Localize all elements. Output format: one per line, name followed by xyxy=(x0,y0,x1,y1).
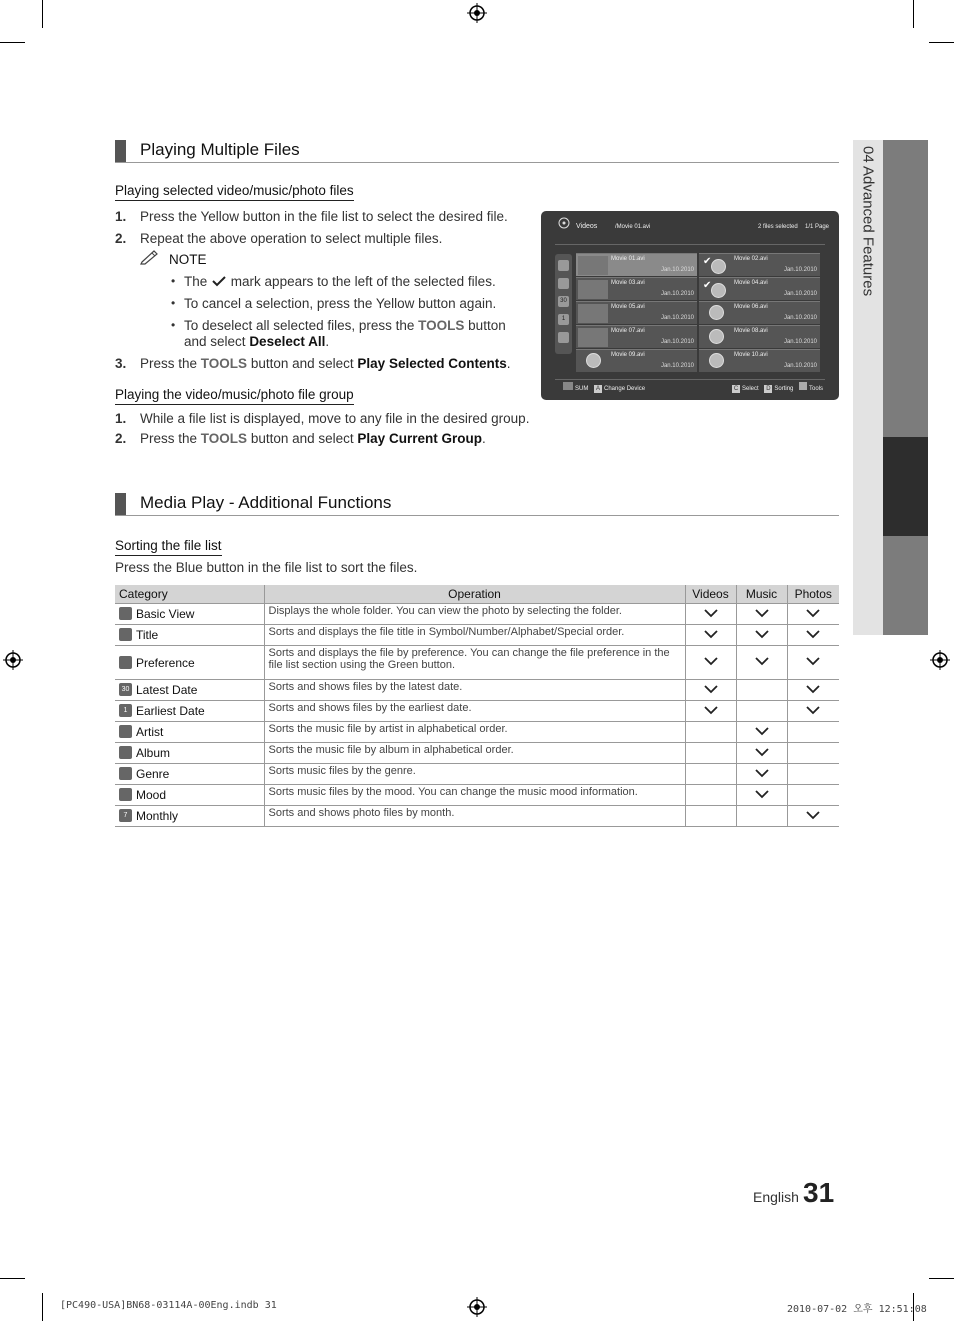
note-item: To cancel a selection, press the Yellow button again. xyxy=(184,296,497,311)
step-text: Press the Yellow button in the file list to select the desired file. xyxy=(140,209,508,224)
table-row xyxy=(115,625,839,646)
table-row xyxy=(115,646,839,680)
play-selected-contents-keyword: Play Selected Contents xyxy=(357,356,507,371)
support-cell xyxy=(787,646,839,680)
crop-mark xyxy=(929,1278,954,1279)
table-row xyxy=(115,764,839,785)
subheading-selected-files: Playing selected video/music/photo files xyxy=(115,183,354,201)
support-cell xyxy=(736,680,787,701)
file-name: Movie 07.avi xyxy=(611,328,645,334)
crop-mark xyxy=(42,0,43,28)
genre-icon xyxy=(119,767,132,780)
file-date: Jan.10.2010 xyxy=(660,339,694,345)
support-cell xyxy=(736,646,787,680)
category-cell xyxy=(115,806,264,827)
language-label: English xyxy=(753,1189,799,1205)
film-reel-icon xyxy=(711,283,726,298)
bullet: • xyxy=(171,296,176,310)
punctuation: . xyxy=(325,334,330,349)
category-label: Title xyxy=(136,628,159,642)
support-cell xyxy=(736,764,787,785)
table-row xyxy=(115,680,839,701)
note-label: NOTE xyxy=(169,252,207,267)
support-cell xyxy=(736,743,787,764)
file-date: Jan.10.2010 xyxy=(783,267,817,273)
album-icon xyxy=(119,746,132,759)
category-cell xyxy=(115,625,264,646)
crop-mark xyxy=(0,42,25,43)
category-label: Preference xyxy=(136,655,195,670)
category-label: Genre xyxy=(136,767,170,781)
step-text xyxy=(140,356,511,371)
tools-icon xyxy=(799,382,807,390)
bullet: • xyxy=(171,318,176,332)
storage-icon xyxy=(563,382,573,390)
category-cell xyxy=(115,680,264,701)
thumbnail xyxy=(578,304,608,323)
print-slug-file: [PC490-USA]BN68-03114A-00Eng.indb 31 xyxy=(60,1300,277,1311)
screen-path: /Movie 01.avi xyxy=(615,224,651,230)
support-cell xyxy=(787,625,839,646)
support-cell xyxy=(736,806,787,827)
operation-cell: Sorts the music file by artist in alphabetical order. xyxy=(264,722,685,743)
screen-footer-left xyxy=(563,382,645,393)
category-cell xyxy=(115,764,264,785)
note-text: and select xyxy=(184,334,246,349)
step-number: 1. xyxy=(115,411,127,426)
file-name: Movie 03.avi xyxy=(611,280,645,286)
supported-check-icon xyxy=(805,684,821,694)
registration-mark-icon xyxy=(3,650,23,670)
storage-label: SUM xyxy=(575,386,589,392)
file-name: Movie 04.avi xyxy=(734,280,768,286)
note-item xyxy=(184,274,496,289)
thumbnail xyxy=(578,280,608,299)
file-name: Movie 06.avi xyxy=(734,304,768,310)
calendar-monthly-icon xyxy=(119,809,132,822)
category-cell xyxy=(115,604,264,625)
note-text: mark appears to the left of the selected files. xyxy=(230,274,496,289)
step-number: 2. xyxy=(115,231,127,246)
category-label: Earliest Date xyxy=(136,704,205,718)
crop-mark xyxy=(0,1278,25,1279)
file-item[interactable] xyxy=(699,253,820,276)
icon-label: 30 xyxy=(121,686,130,693)
category-cell xyxy=(115,785,264,806)
supported-check-icon xyxy=(754,789,770,799)
support-cell xyxy=(736,722,787,743)
side-tab-active-marker xyxy=(883,437,928,536)
key-c-icon: C xyxy=(733,386,739,392)
table-row xyxy=(115,722,839,743)
title-icon xyxy=(119,628,132,641)
section-bar xyxy=(115,493,126,515)
registration-mark-icon xyxy=(467,3,487,23)
folder-icon xyxy=(558,260,569,271)
screen-footer-right xyxy=(732,382,823,393)
film-reel-icon xyxy=(709,353,724,368)
section-title: Media Play - Additional Functions xyxy=(140,493,392,512)
file-item[interactable] xyxy=(699,277,820,300)
support-cell xyxy=(685,722,736,743)
file-date: Jan.10.2010 xyxy=(660,291,694,297)
support-cell xyxy=(685,764,736,785)
section-bar xyxy=(115,140,126,162)
table-row xyxy=(115,785,839,806)
header-videos: Videos xyxy=(685,585,736,604)
support-cell xyxy=(685,701,736,722)
page-number: 31 xyxy=(803,1177,835,1208)
title-icon xyxy=(558,278,569,289)
checkmark-icon xyxy=(211,275,227,287)
thumbnail xyxy=(578,328,608,347)
category-cell xyxy=(115,701,264,722)
crop-mark xyxy=(42,1293,43,1321)
file-date: Jan.10.2010 xyxy=(783,291,817,297)
note-text: button xyxy=(468,318,506,333)
file-name: Movie 10.avi xyxy=(734,352,768,358)
supported-check-icon xyxy=(703,656,719,666)
film-reel-icon xyxy=(586,353,601,368)
step-text: Repeat the above operation to select multiple files. xyxy=(140,231,443,246)
category-label: Album xyxy=(136,746,171,760)
support-cell xyxy=(685,785,736,806)
support-cell xyxy=(787,604,839,625)
step-text-part: Press the xyxy=(140,431,198,446)
support-cell xyxy=(685,806,736,827)
category-cell xyxy=(115,722,264,743)
selected-checkmark-icon: ✔ xyxy=(703,256,712,267)
star-icon xyxy=(119,656,132,669)
icon-label: 1 xyxy=(123,707,128,714)
support-cell xyxy=(736,625,787,646)
support-cell xyxy=(787,680,839,701)
supported-check-icon xyxy=(754,726,770,736)
header-photos: Photos xyxy=(787,585,839,604)
film-reel-icon xyxy=(709,305,724,320)
support-cell xyxy=(787,701,839,722)
header-operation: Operation xyxy=(264,585,685,604)
supported-check-icon xyxy=(805,656,821,666)
file-item[interactable] xyxy=(576,253,697,276)
supported-check-icon xyxy=(754,747,770,757)
file-name: Movie 08.avi xyxy=(734,328,768,334)
table-row xyxy=(115,743,839,764)
header-music: Music xyxy=(736,585,787,604)
supported-check-icon xyxy=(805,810,821,820)
support-cell xyxy=(685,680,736,701)
support-cell xyxy=(736,604,787,625)
supported-check-icon xyxy=(703,705,719,715)
operation-cell: Displays the whole folder. You can view the photo by selecting the folder. xyxy=(264,604,685,625)
calendar-earliest-icon xyxy=(119,704,132,717)
bullet: • xyxy=(171,274,176,288)
section-title: Playing Multiple Files xyxy=(140,140,300,159)
mood-icon xyxy=(119,788,132,801)
play-current-group-keyword: Play Current Group xyxy=(357,431,482,446)
punctuation: . xyxy=(506,356,511,371)
film-reel-icon xyxy=(711,259,726,274)
support-cell xyxy=(685,604,736,625)
supported-check-icon xyxy=(754,768,770,778)
screen-divider xyxy=(555,244,825,245)
sort-category-column xyxy=(555,254,572,354)
file-item[interactable] xyxy=(699,325,820,348)
star-icon xyxy=(558,332,569,343)
file-date: Jan.10.2010 xyxy=(783,363,817,369)
operation-cell: Sorts and shows files by the earliest date. xyxy=(264,701,685,722)
side-tab-strip xyxy=(883,140,928,635)
thumbnail xyxy=(578,256,608,275)
file-date: Jan.10.2010 xyxy=(660,267,694,273)
file-item[interactable] xyxy=(576,301,697,324)
key-d-icon: D xyxy=(766,386,771,392)
note-item xyxy=(184,318,506,333)
support-cell xyxy=(736,785,787,806)
file-item[interactable] xyxy=(699,349,820,372)
supported-check-icon xyxy=(754,629,770,639)
supported-check-icon xyxy=(805,608,821,618)
support-cell xyxy=(787,785,839,806)
file-date: Jan.10.2010 xyxy=(660,315,694,321)
print-slug-date: 2010-07-02 오후 12:51:08 xyxy=(787,1304,927,1315)
tv-screen-screenshot xyxy=(541,211,839,400)
step-number: 1. xyxy=(115,209,127,224)
crop-mark xyxy=(929,42,954,43)
deselect-all-keyword: Deselect All xyxy=(249,334,326,349)
screen-title: Videos xyxy=(576,223,598,230)
change-device-label: Change Device xyxy=(604,386,646,392)
sorting-intro: Press the Blue button in the file list to sort the files. xyxy=(115,560,418,575)
step-text: While a file list is displayed, move to any file in the desired group. xyxy=(140,411,530,426)
section-heading-playing-multiple-files xyxy=(115,140,839,163)
supported-check-icon xyxy=(805,705,821,715)
file-name: Movie 09.avi xyxy=(611,352,645,358)
calendar-latest-icon xyxy=(119,683,132,696)
file-item[interactable] xyxy=(699,301,820,324)
operation-cell: Sorts music files by the mood. You can change the music mood information. xyxy=(264,785,685,806)
category-label: Monthly xyxy=(136,809,179,823)
step-number: 2. xyxy=(115,431,127,446)
file-name: Movie 02.avi xyxy=(734,256,768,262)
selection-status: 2 files selected xyxy=(758,224,798,230)
supported-check-icon xyxy=(754,608,770,618)
operation-cell: Sorts music files by the genre. xyxy=(264,764,685,785)
supported-check-icon xyxy=(805,629,821,639)
note-text: The xyxy=(184,274,208,289)
file-item[interactable] xyxy=(576,349,697,372)
header-category: Category xyxy=(115,585,264,604)
operation-cell: Sorts and displays the file title in Symbol/Number/Alphabet/Special order. xyxy=(264,625,685,646)
support-cell xyxy=(787,722,839,743)
support-cell xyxy=(787,806,839,827)
selected-checkmark-icon: ✔ xyxy=(703,280,712,291)
support-cell xyxy=(787,764,839,785)
note-pencil-icon xyxy=(140,249,160,265)
tools-keyword: TOOLS xyxy=(200,431,248,446)
side-tab-label: 04 Advanced Features xyxy=(859,146,877,297)
support-cell xyxy=(736,701,787,722)
table-row xyxy=(115,604,839,625)
step-number: 3. xyxy=(115,356,127,371)
file-date: Jan.10.2010 xyxy=(783,339,817,345)
file-name: Movie 05.avi xyxy=(611,304,645,310)
file-name: Movie 01.avi xyxy=(611,256,645,262)
supported-check-icon xyxy=(754,656,770,666)
calendar-icon: 30 xyxy=(558,296,569,307)
tools-keyword: TOOLS xyxy=(418,318,465,333)
supported-check-icon xyxy=(703,629,719,639)
supported-check-icon xyxy=(703,608,719,618)
folder-icon xyxy=(119,607,132,620)
crop-mark xyxy=(913,0,914,28)
calendar-icon: 1 xyxy=(558,314,569,325)
note-text: To deselect all selected files, press the xyxy=(184,318,415,333)
support-cell xyxy=(685,743,736,764)
step-text-part: button and select xyxy=(250,431,354,446)
film-reel-icon xyxy=(558,217,570,229)
support-cell xyxy=(787,743,839,764)
punctuation: . xyxy=(481,431,486,446)
table-row xyxy=(115,806,839,827)
sorting-label: Sorting xyxy=(774,386,794,392)
operation-cell: Sorts the music file by album in alphabetical order. xyxy=(264,743,685,764)
step-text-part: button and select xyxy=(250,356,354,371)
table-header-row xyxy=(115,585,839,604)
operation-cell: Sorts and shows photo files by month. xyxy=(264,806,685,827)
category-label: Basic View xyxy=(136,607,195,621)
registration-mark-icon xyxy=(467,1297,487,1317)
operation-cell: Sorts and displays the file by preference. You can change the file preference in the file list section using the Green button. xyxy=(264,646,685,680)
file-date: Jan.10.2010 xyxy=(783,315,817,321)
section-heading-media-play xyxy=(115,493,839,516)
supported-check-icon xyxy=(703,684,719,694)
film-reel-icon xyxy=(709,329,724,344)
file-date: Jan.10.2010 xyxy=(660,363,694,369)
category-cell xyxy=(115,646,264,680)
artist-icon xyxy=(119,725,132,738)
support-cell xyxy=(685,646,736,680)
screen-divider xyxy=(555,379,825,380)
category-cell xyxy=(115,743,264,764)
key-a-icon: A xyxy=(596,386,601,392)
tools-keyword: TOOLS xyxy=(200,356,248,371)
subheading-file-group: Playing the video/music/photo file group xyxy=(115,387,354,405)
table-row xyxy=(115,701,839,722)
registration-mark-icon xyxy=(930,650,950,670)
select-label: Select xyxy=(742,386,759,392)
icon-label: 7 xyxy=(123,812,128,819)
subheading-sorting: Sorting the file list xyxy=(115,538,222,556)
file-item[interactable] xyxy=(576,325,697,348)
note-item-continued xyxy=(184,334,329,349)
category-label: Latest Date xyxy=(136,683,198,697)
page-indicator: 1/1 Page xyxy=(805,224,830,230)
step-text-part: Press the xyxy=(140,356,198,371)
support-cell xyxy=(685,625,736,646)
category-label: Artist xyxy=(136,725,164,739)
step-text xyxy=(140,431,486,446)
category-label: Mood xyxy=(136,788,167,802)
file-item[interactable] xyxy=(576,277,697,300)
sorting-table xyxy=(115,585,839,827)
operation-cell: Sorts and shows files by the latest date. xyxy=(264,680,685,701)
tools-label: Tools xyxy=(809,386,824,392)
